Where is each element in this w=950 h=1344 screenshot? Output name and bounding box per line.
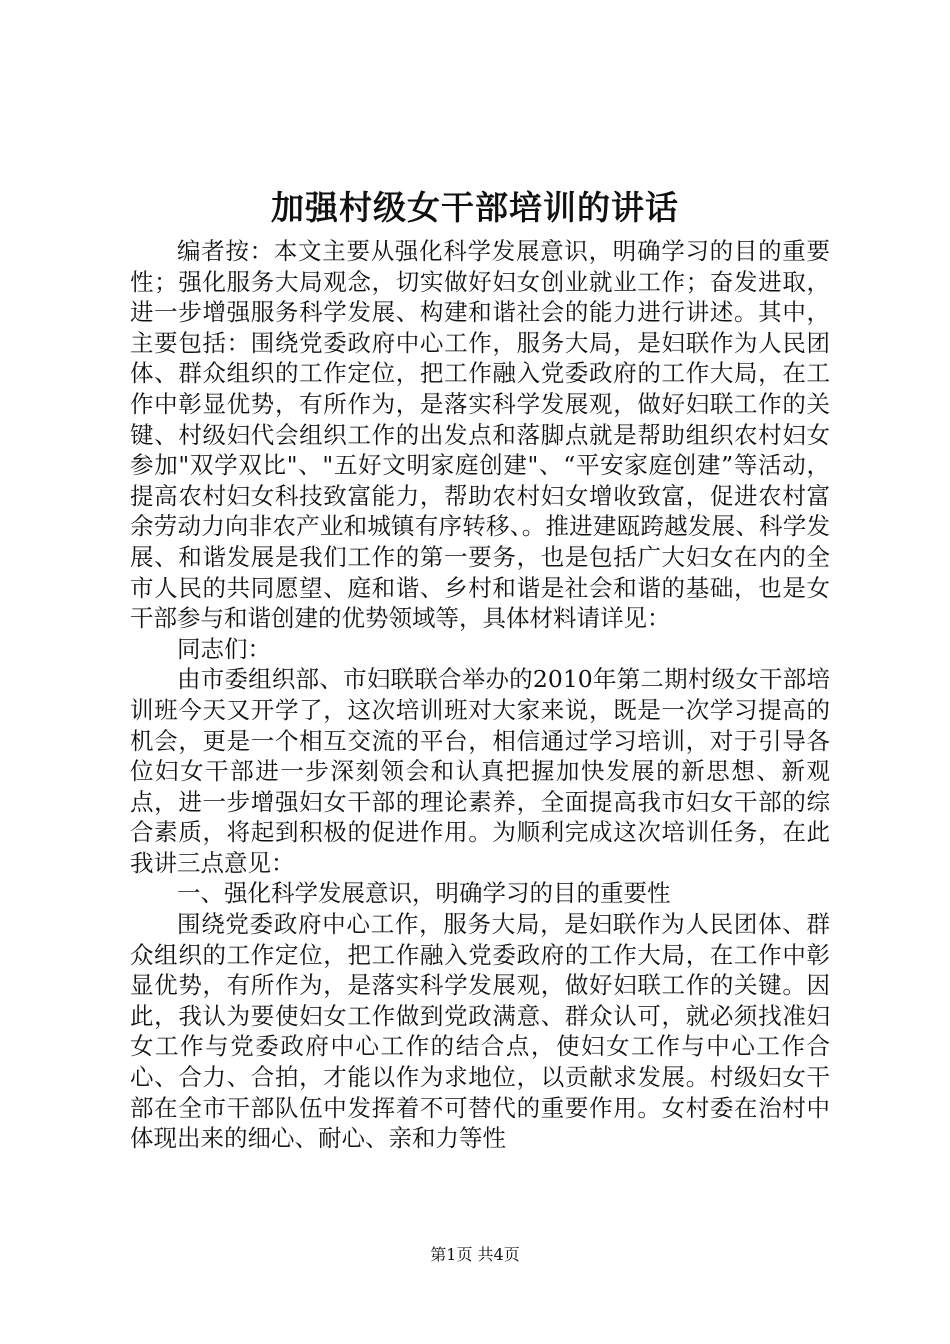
document-body xyxy=(130,236,830,1154)
editor-note-paragraph: 编者按：本文主要从强化科学发展意识，明确学习的目的重要性；强化服务大局观念，切实做好妇女创业就业工作；奋发进取，进一步增强服务科学发展、构建和谐社会的能力进行讲述。其中，主要包括：围绕党委政府中心工作，服务大局，是妇联作为人民团体、群众组织的工作定位，把工作融入党委政府的工作大局，在工作中彰显优势，有所作为，是落实科学发展观，做好妇联工作的关键、村级妇代会组织工作的出发点和落脚点就是帮助组织农村妇女参加"双学双比"、"五好文明家庭创建"、“平安家庭创建”等活动，提高农村妇女科技致富能力，帮助农村妇女增收致富，促进农村富余劳动力向非农产业和城镇有序转移、。推进建瓯跨越发展、科学发展、和谐发展是我们工作的第一要务，也是包括广大妇女在内的全市人民的共同愿望、庭和谐、乡村和谐是社会和谐的基础，也是女干部参与和谐创建的优势领域等，具体材料请详见： xyxy=(130,237,830,633)
document-title: 加强村级女干部培训的讲话 xyxy=(271,188,679,227)
intro-paragraph: 由市委组织部、市妇联联合举办的2010年第二期村级女干部培训班今天又开学了，这次培训班对大家来说，既是一次学习提高的机会，更是一个相互交流的平台，相信通过学习培训，对于引导各位妇女干部进一步深刻领会和认真把握加快发展的新思想、新观点，进一步增强妇女干部的理论素养，全面提高我市妇女干部的综合素质，将起到积极的促进作用。为顺利完成这次培训任务，在此我讲三点意见： xyxy=(130,665,830,877)
page-number-footer: 第1页 共4页 xyxy=(430,1245,520,1264)
section-heading: 一、强化科学发展意识，明确学习的目的重要性 xyxy=(177,879,671,908)
section-body-paragraph: 围绕党委政府中心工作，服务大局，是妇联作为人民团体、群众组织的工作定位，把工作融入党委政府的工作大局，在工作中彰显优势，有所作为，是落实科学发展观，做好妇联工作的关键。因此，我认为要使妇女工作做到党政满意、群众认可，就必须找准妇女工作与党委政府中心工作的结合点，使妇女工作与中心工作合心、合力、合拍，才能以作为求地位，以贡献求发展。村级妇女干部在全市干部队伍中发挥着不可替代的重要作用。女村委在治村中体现出来的细心、耐心、亲和力等性 xyxy=(130,910,830,1153)
salutation-paragraph: 同志们： xyxy=(177,634,271,663)
